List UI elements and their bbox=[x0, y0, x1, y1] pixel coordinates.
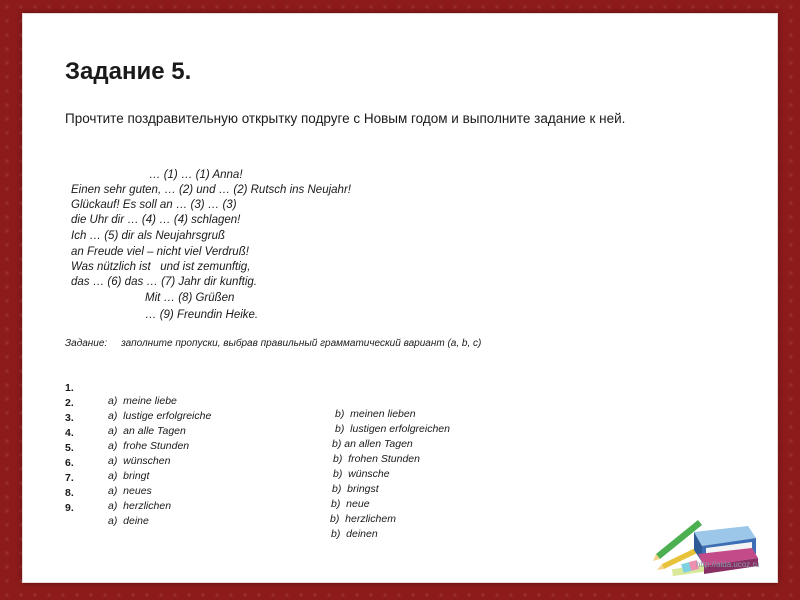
slide-subtitle: Прочтите поздравительную открытку подруге с Новым годом и выполните задание к ней. bbox=[65, 111, 626, 126]
card-line: … (9) Freundin Heike. bbox=[145, 309, 259, 321]
card-line: Glückauf! Es soll an … (3) … (3) bbox=[71, 199, 237, 211]
option-number: 4. bbox=[65, 427, 74, 439]
task-instruction bbox=[65, 338, 481, 349]
task-label: Задание: bbox=[65, 338, 108, 349]
option-a: a) herzlichen bbox=[108, 500, 172, 512]
option-a: a) meine liebe bbox=[108, 395, 177, 407]
option-b: b) bringst bbox=[332, 483, 379, 495]
card-line: Einen sehr guten, … (2) und … (2) Rutsch ins Neujahr! bbox=[71, 184, 351, 196]
card-line: Was nützlich ist und ist zemunftig, bbox=[71, 261, 251, 273]
option-a: a) deine bbox=[108, 515, 149, 527]
option-b: b) meinen lieben bbox=[335, 408, 416, 420]
option-a: a) bringt bbox=[108, 470, 150, 482]
option-b: b) an allen Tagen bbox=[332, 438, 413, 450]
option-number: 5. bbox=[65, 442, 74, 454]
option-a: a) an alle Tagen bbox=[108, 425, 186, 437]
card-line: das … (6) das … (7) Jahr dir kunftig. bbox=[71, 276, 257, 288]
option-number: 9. bbox=[65, 502, 74, 514]
slide-title: Задание 5. bbox=[65, 58, 192, 85]
option-b: b) deinen bbox=[331, 528, 378, 540]
option-b: b) frohen Stunden bbox=[333, 453, 420, 465]
card-line: an Freude viel – nicht viel Verdruß! bbox=[71, 246, 249, 258]
option-b: b) neue bbox=[331, 498, 370, 510]
card-line: … (1) … (1) Anna! bbox=[149, 169, 243, 181]
option-number: 1. bbox=[65, 382, 74, 394]
slide bbox=[22, 13, 778, 583]
watermark-url: http://aida.ucoz.ru bbox=[696, 560, 760, 569]
option-a: a) frohe Stunden bbox=[108, 440, 190, 452]
card-line: Mit … (8) Grüßen bbox=[145, 292, 235, 304]
option-number: 2. bbox=[65, 397, 74, 409]
card-line: Ich … (5) dir als Neujahrsgruß bbox=[71, 230, 226, 242]
option-number: 3. bbox=[65, 412, 74, 424]
option-b: b) herzlichem bbox=[330, 513, 396, 525]
option-number: 8. bbox=[65, 487, 74, 499]
option-b: b) wünsche bbox=[333, 468, 390, 480]
option-b: b) lustigen erfolgreichen bbox=[335, 423, 450, 435]
option-number: 7. bbox=[65, 472, 74, 484]
card-line: die Uhr dir … (4) … (4) schlagen! bbox=[71, 214, 241, 226]
option-number: 6. bbox=[65, 457, 74, 469]
option-a: a) wünschen bbox=[108, 455, 171, 467]
option-a: a) lustige erfolgreiche bbox=[108, 410, 212, 422]
option-a: a) neues bbox=[108, 485, 152, 497]
task-text: заполните пропуски, выбрав правильный грамматический вариант (a, b, c) bbox=[121, 338, 482, 349]
